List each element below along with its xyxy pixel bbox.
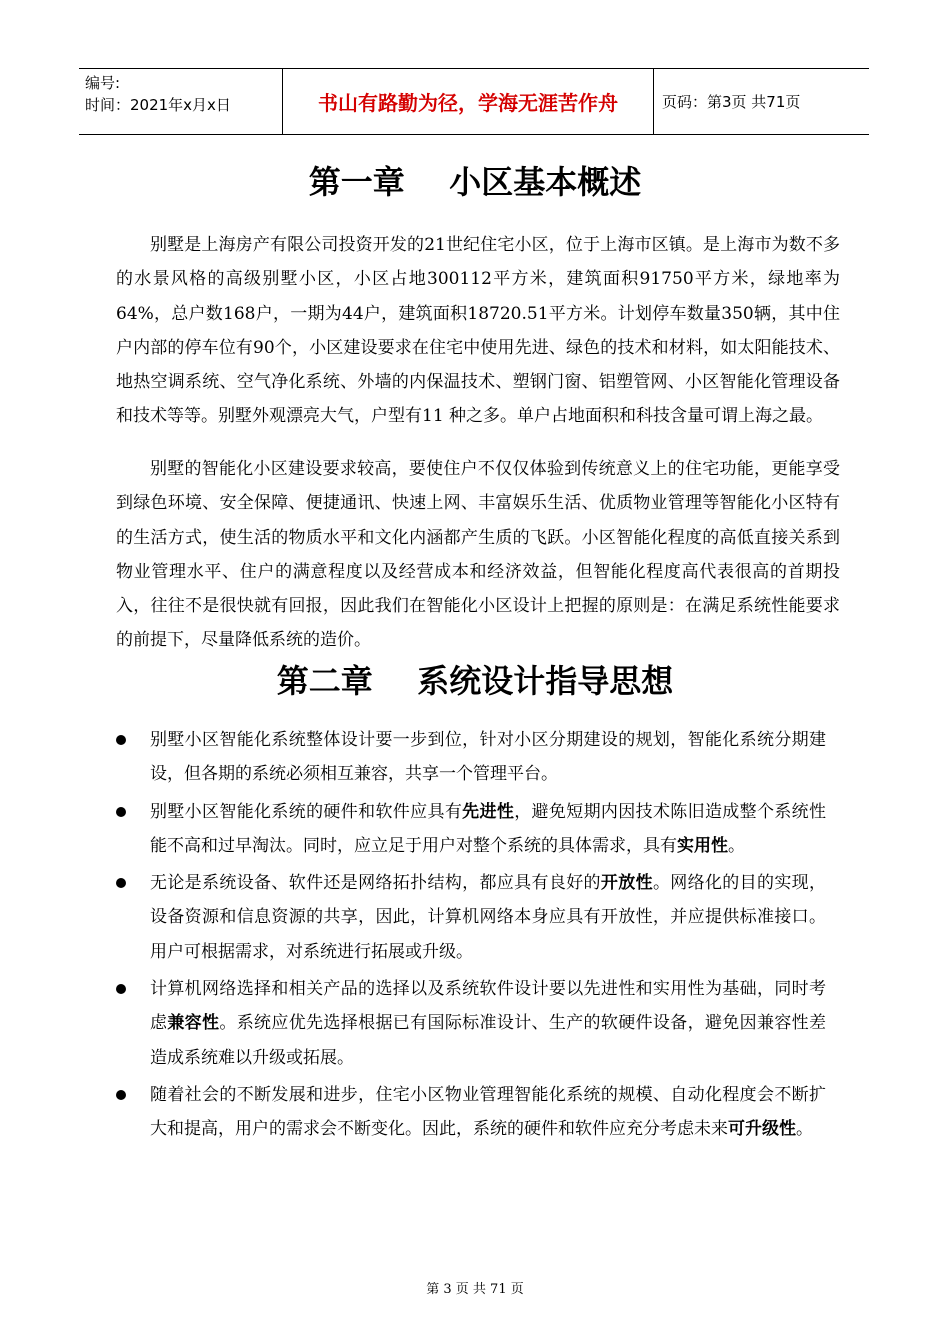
list-item-text: 无论是系统设备、软件还是网络拓扑结构，都应具有良好的 <box>150 873 601 894</box>
page-header <box>79 68 869 135</box>
keyword-upgradability: 可升级性 <box>728 1119 796 1140</box>
list-item <box>116 972 826 1075</box>
bullet-icon <box>116 984 126 994</box>
list-item <box>116 723 826 792</box>
list-item-text: 别墅小区智能化系统整体设计要一步到位，针对小区分期建设的规划，智能化系统分期建设，但各期的系统必须相互兼容，共享一个管理平台。 <box>150 730 826 785</box>
chapter-1-title: 第一章 小区基本概述 <box>308 163 642 201</box>
list-item-text: 计算机网络选择和相关产品的选择以及系统软件设计要以先进性和实用性为基础，同时考虑 <box>150 979 826 1034</box>
list-item-text: 。系统应优先选择根据已有国际标准设计、生产的软硬件设备，避免因兼容性差造成系统难以升级或拓展。 <box>150 1013 827 1068</box>
document-number-label: 编号: <box>85 74 121 92</box>
chapter-1-paragraph-1: 别墅是上海房产有限公司投资开发的21世纪住宅小区，位于上海市区镇。是上海市为数不多的水景风格的高级别墅小区，小区占地300112平方米，建筑面积91750平方米，绿地率为64%，总户数168户，一期为44户，建筑面积18720.51平方米。计划停车数量350辆，其中住户内部的停车位有90个，小区建设要求在住宅中使用先进、绿色的技术和材料，如太阳能技术、地热空调系统、空气净化系统、外墙的内保温技术、塑钢门窗、铝塑管网、小区智能化管理设备和技术等等。别墅外观漂亮大气，户型有11 种之多。单户占地面积和科技含量可谓上海之最。 <box>116 235 840 427</box>
page-footer: 第 3 页 共 71 页 <box>426 1282 524 1297</box>
list-item-text: 随着社会的不断发展和进步，住宅小区物业管理智能化系统的规模、自动化程度会不断扩大和提高，用户的需求会不断变化。因此，系统的硬件和软件应充分考虑未来 <box>150 1084 826 1140</box>
chapter-1-paragraph-2: 别墅的智能化小区建设要求较高，要使住户不仅仅体验到传统意义上的住宅功能，更能享受到绿色环境、安全保障、便捷通讯、快速上网、丰富娱乐生活、优质物业管理等智能化小区特有的生活方式，使生活的物质水平和文化内涵都产生质的飞跃。小区智能化程度的高低直接关系到物业管理水平、住户的满意程度以及经营成本和经济效益，但智能化程度高代表很高的首期投入，往往不是很快就有回报，因此我们在智能化小区设计上把握的原则是：在满足系统性能要求的前提下，尽量降低系统的造价。 <box>116 459 840 651</box>
design-principles-list <box>116 723 826 1150</box>
list-item-text: 。 <box>796 1119 813 1140</box>
keyword-practical: 实用性 <box>677 835 728 856</box>
list-item-text: 别墅小区智能化系统的硬件和软件应具有 <box>150 801 463 822</box>
keyword-advanced: 先进性 <box>462 801 515 822</box>
bullet-icon <box>116 807 126 817</box>
header-meta <box>79 69 282 134</box>
header-motto: 书山有路勤为径，学海无涯苦作舟 <box>282 69 654 134</box>
list-item <box>116 1078 826 1147</box>
list-item-text: ，避免短期内因技术陈旧造成整个系统性能不高和过早淘汰。同时，应立足于用户对整个系统的具体需求，具有 <box>150 801 827 856</box>
list-item-text: 。网络化的目的实现，设备资源和信息资源的共享，因此，计算机网络本身应具有开放性，并应提供标准接口。用户可根据需求，对系统进行拓展或升级。 <box>150 873 827 962</box>
document-time: 时间：2021年x月x日 <box>85 96 231 114</box>
bullet-icon <box>116 878 126 888</box>
keyword-openness: 开放性 <box>600 873 653 894</box>
list-item-text: 。 <box>728 835 745 856</box>
list-item <box>116 866 826 969</box>
chapter-2-title: 第二章 系统设计指导思想 <box>276 662 674 700</box>
header-page-info: 页码：第3页 共71页 <box>662 93 801 111</box>
bullet-icon <box>116 735 126 745</box>
keyword-compatibility: 兼容性 <box>167 1013 220 1034</box>
list-item <box>116 795 826 864</box>
bullet-icon <box>116 1090 126 1100</box>
